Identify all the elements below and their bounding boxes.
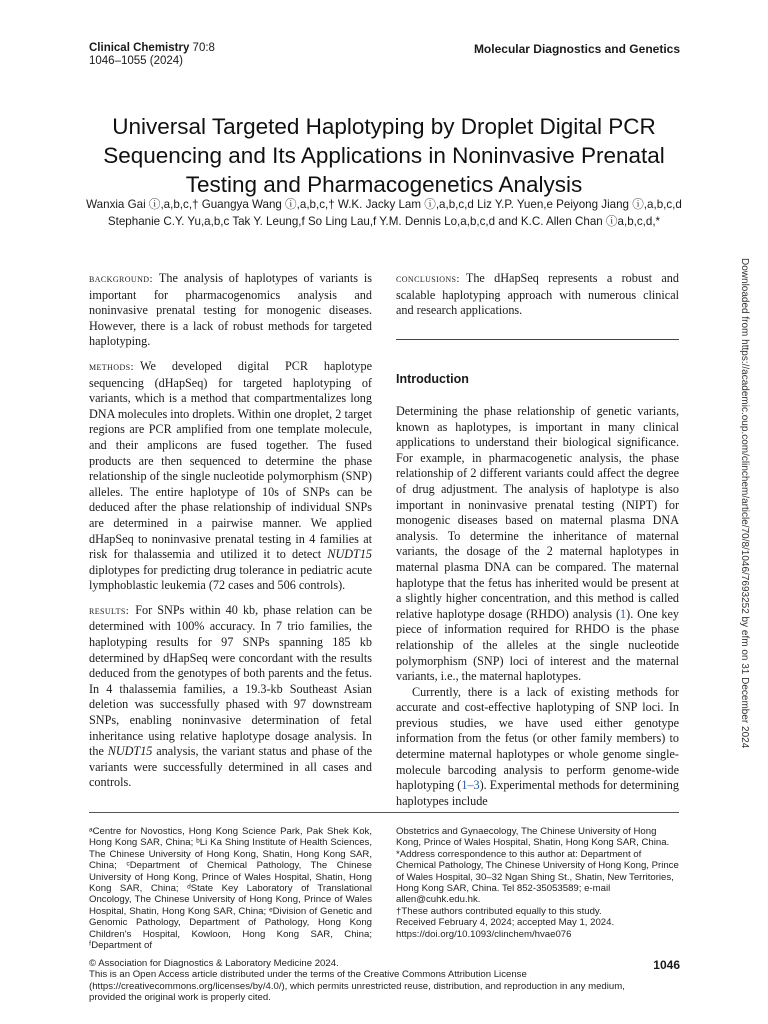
doi-link[interactable]: https://doi.org/10.1093/clinchem/hvae076 bbox=[396, 928, 572, 940]
abstract-divider bbox=[396, 339, 679, 340]
title-line: Testing and Pharmacogenetics Analysis bbox=[185, 172, 583, 197]
author-line: Stephanie C.Y. Yu,a,b,c Tak Y. Leung,f So Ling Lau,f Y.M. Dennis Lo,a,b,c,d and K.C. Allen Chan ⓘa,b,c,d,* bbox=[107, 215, 661, 228]
abstract-right-column bbox=[396, 271, 679, 328]
journal-name: Clinical Chemistry bbox=[89, 42, 190, 54]
abstract-results bbox=[89, 603, 372, 791]
citation-link[interactable]: 1 bbox=[620, 606, 627, 621]
abstract-conclusions bbox=[396, 271, 679, 319]
abstract-methods bbox=[89, 359, 372, 594]
journal-volume: 70:8 bbox=[192, 42, 215, 54]
license-text: This is an Open Access article distributed under the terms of the Creative Commons Attribution License (https://creativecommons.org/licenses/by/4.0/), which permits unrestricted reuse, distribution, and reproduction in any medium, provided the original work is properly cited. bbox=[89, 969, 625, 1004]
abstract-text: We developed digital PCR haplotype sequencing (dHapSeq) for targeted haplotyping of variants, which is a method that compartmentalizes long DNA molecules into droplets. Within one droplet, 2 target regions are PCR amplified from one template molecule, and their amplicons are fused together. The fused products are then sequenced to determine the phase relationship of the single nucleotide polymorphism (SNP) alleles. The entire haplotype of 10s of SNPs can be deduced after the phase relationship of individual SNPs are determined in a pairwise manner. We applied dHapSeq to noninvasive prenatal testing in 4 families at risk for thalassemia and utilized it to detect bbox=[89, 358, 372, 562]
citation-link[interactable]: 1–3 bbox=[461, 778, 480, 793]
running-header-journal bbox=[89, 42, 215, 68]
article-title bbox=[60, 112, 708, 199]
correspondence-note: *Address correspondence to this author at: Department of Chemical Pathology, The Chinese University of Hong Kong, Prince of Wales Hospital, 30–32 Ngan Shing St., Shatin, New Territories, Hong Kong SAR, China. Tel 852-35053589; e-mail allen@cuhk.edu.hk. bbox=[396, 848, 679, 906]
footnote-divider bbox=[89, 812, 679, 813]
abstract-text: The analysis of haplotypes of variants is important for pharmacogenomics analysis and noninvasive prenatal testing for monogenic diseases. However, there is a lack of robust methods for targeted haplotyping. bbox=[89, 271, 372, 349]
gene-name: NUDT15 bbox=[107, 744, 153, 759]
affiliation-text: Obstetrics and Gynaecology, The Chinese University of Hong Kong, Prince of Wales Hospital, Shatin, Hong Kong SAR, China. bbox=[396, 826, 670, 849]
section-label: results: bbox=[89, 604, 130, 617]
equal-contribution-note: †These authors contributed equally to this study. bbox=[396, 905, 602, 917]
title-line: Universal Targeted Haplotyping by Droplet Digital PCR bbox=[112, 114, 656, 139]
affiliations-right bbox=[396, 826, 679, 940]
introduction-body bbox=[396, 404, 679, 809]
page-number: 1046 bbox=[653, 958, 680, 972]
section-label: background: bbox=[89, 273, 153, 285]
abstract-text: analysis, the variant status and phase of the variants were successfully determined in all cases and controls. bbox=[89, 744, 373, 790]
affiliations-left: ᵃCentre for Novostics, Hong Kong Science Park, Pak Shek Kok, Hong Kong SAR, China; ᵇLi Ka Shing Institute of Health Sciences, The Chinese University of Hong Kong, Shatin, Hong Kong SAR, China; ᶜDepartment of Chemical Pathology, The Chinese University of Hong Kong, Prince of Wales Hospital, Shatin, Hong Kong SAR, China; ᵈState Key Laboratory of Translational Oncology, The Chinese University of Hong Kong, Prince of Wales Hospital, Shatin, Hong Kong SAR, China; ᵉDivision of Genetic and Genomic Pathology, Department of Pathology, Hong Kong Children's Hospital, Kowloon, Hong Kong SAR, China; ᶠDepartment of bbox=[89, 826, 372, 952]
abstract-background bbox=[89, 271, 372, 350]
author-list bbox=[60, 196, 708, 230]
copyright-line: © Association for Diagnostics & Laboratory Medicine 2024. bbox=[89, 958, 339, 969]
body-paragraph bbox=[396, 404, 679, 685]
body-text: ). Experimental methods for determining haplotypes include bbox=[396, 778, 679, 808]
running-header-section: Molecular Diagnostics and Genetics bbox=[473, 42, 680, 56]
body-text: ). One key piece of information required for RHDO is the phase relationship of the alleles at the single nucleotide polymorphism (SNP) loci of interest and the maternal variants, i.e., the maternal haplotypes. bbox=[396, 606, 679, 684]
body-text: Determining the phase relationship of genetic variants, known as haplotypes, is important in many clinical applications to understand their biological significance. For example, in pharmacogenetic analysis, the phase relationship of 2 different variants could affect the degree of drug adjustment. The analysis of haplotype is also important in noninvasive prenatal testing (NIPT) for monogenic diseases based on maternal plasma DNA analysis. To determine the inheritance of maternal variants, the dosage of the 2 maternal haplotypes in maternal plasma DNA can be compared. The maternal haplotype that the fetus has inherited would be present at a slightly higher concentration, and this method is called relative haplotype dosage (RHDO) analysis ( bbox=[396, 404, 679, 621]
body-paragraph bbox=[396, 685, 679, 810]
download-watermark bbox=[738, 258, 750, 1000]
abstract-left-column bbox=[89, 271, 372, 800]
copyright-block bbox=[89, 958, 649, 1004]
section-label: conclusions: bbox=[396, 273, 460, 285]
journal-pages: 1046–1055 (2024) bbox=[89, 55, 183, 67]
received-dates: Received February 4, 2024; accepted May 1, 2024. bbox=[396, 917, 615, 929]
abstract-text: diplotypes for predicting drug tolerance in pediatric acute lymphoblastic leukemia (72 cases and 506 controls). bbox=[89, 562, 372, 593]
author-line: Wanxia Gai ⓘ,a,b,c,† Guangya Wang ⓘ,a,b,c,† W.K. Jacky Lam ⓘ,a,b,c,d Liz Y.P. Yuen,e Peiyong Jiang ⓘ,a,b,c,d bbox=[86, 198, 682, 211]
body-text: Currently, there is a lack of existing methods for accurate and cost-effective haplotyping of SNP loci. In previous studies, we have used either genotype information from the fetus (or other family members) to determine maternal haplotypes or whole genome single-molecule barcoding analysis to perform genome-wide haplotyping ( bbox=[396, 684, 679, 793]
gene-name: NUDT15 bbox=[327, 547, 373, 562]
section-label: methods: bbox=[89, 360, 134, 373]
section-heading: Introduction bbox=[396, 372, 469, 386]
abstract-text: For SNPs within 40 kb, phase relation can be determined with 100% accuracy. In 7 trio families, the haplotyping results for 97 SNPs spanning 185 kb determined by dHapSeq were concordant with the results deduced from the genotypes of both parents and the fetus. In 4 thalassemia families, a 19.3-kb Southeast Asian deletion was successfully phased with 97 downstream SNPs, enabling noninvasive determination of fetal inheritance using relative haplotype dosage analysis. In the bbox=[89, 602, 372, 759]
title-line: Sequencing and Its Applications in Noninvasive Prenatal bbox=[103, 143, 665, 168]
download-note: Downloaded from https://academic.oup.com/clinchem/article/70/8/1046/7693252 by efm on 31 December 2024 bbox=[739, 258, 750, 749]
abstract-text: The dHapSeq represents a robust and scalable haplotyping approach with numerous clinical and research applications. bbox=[396, 271, 679, 318]
